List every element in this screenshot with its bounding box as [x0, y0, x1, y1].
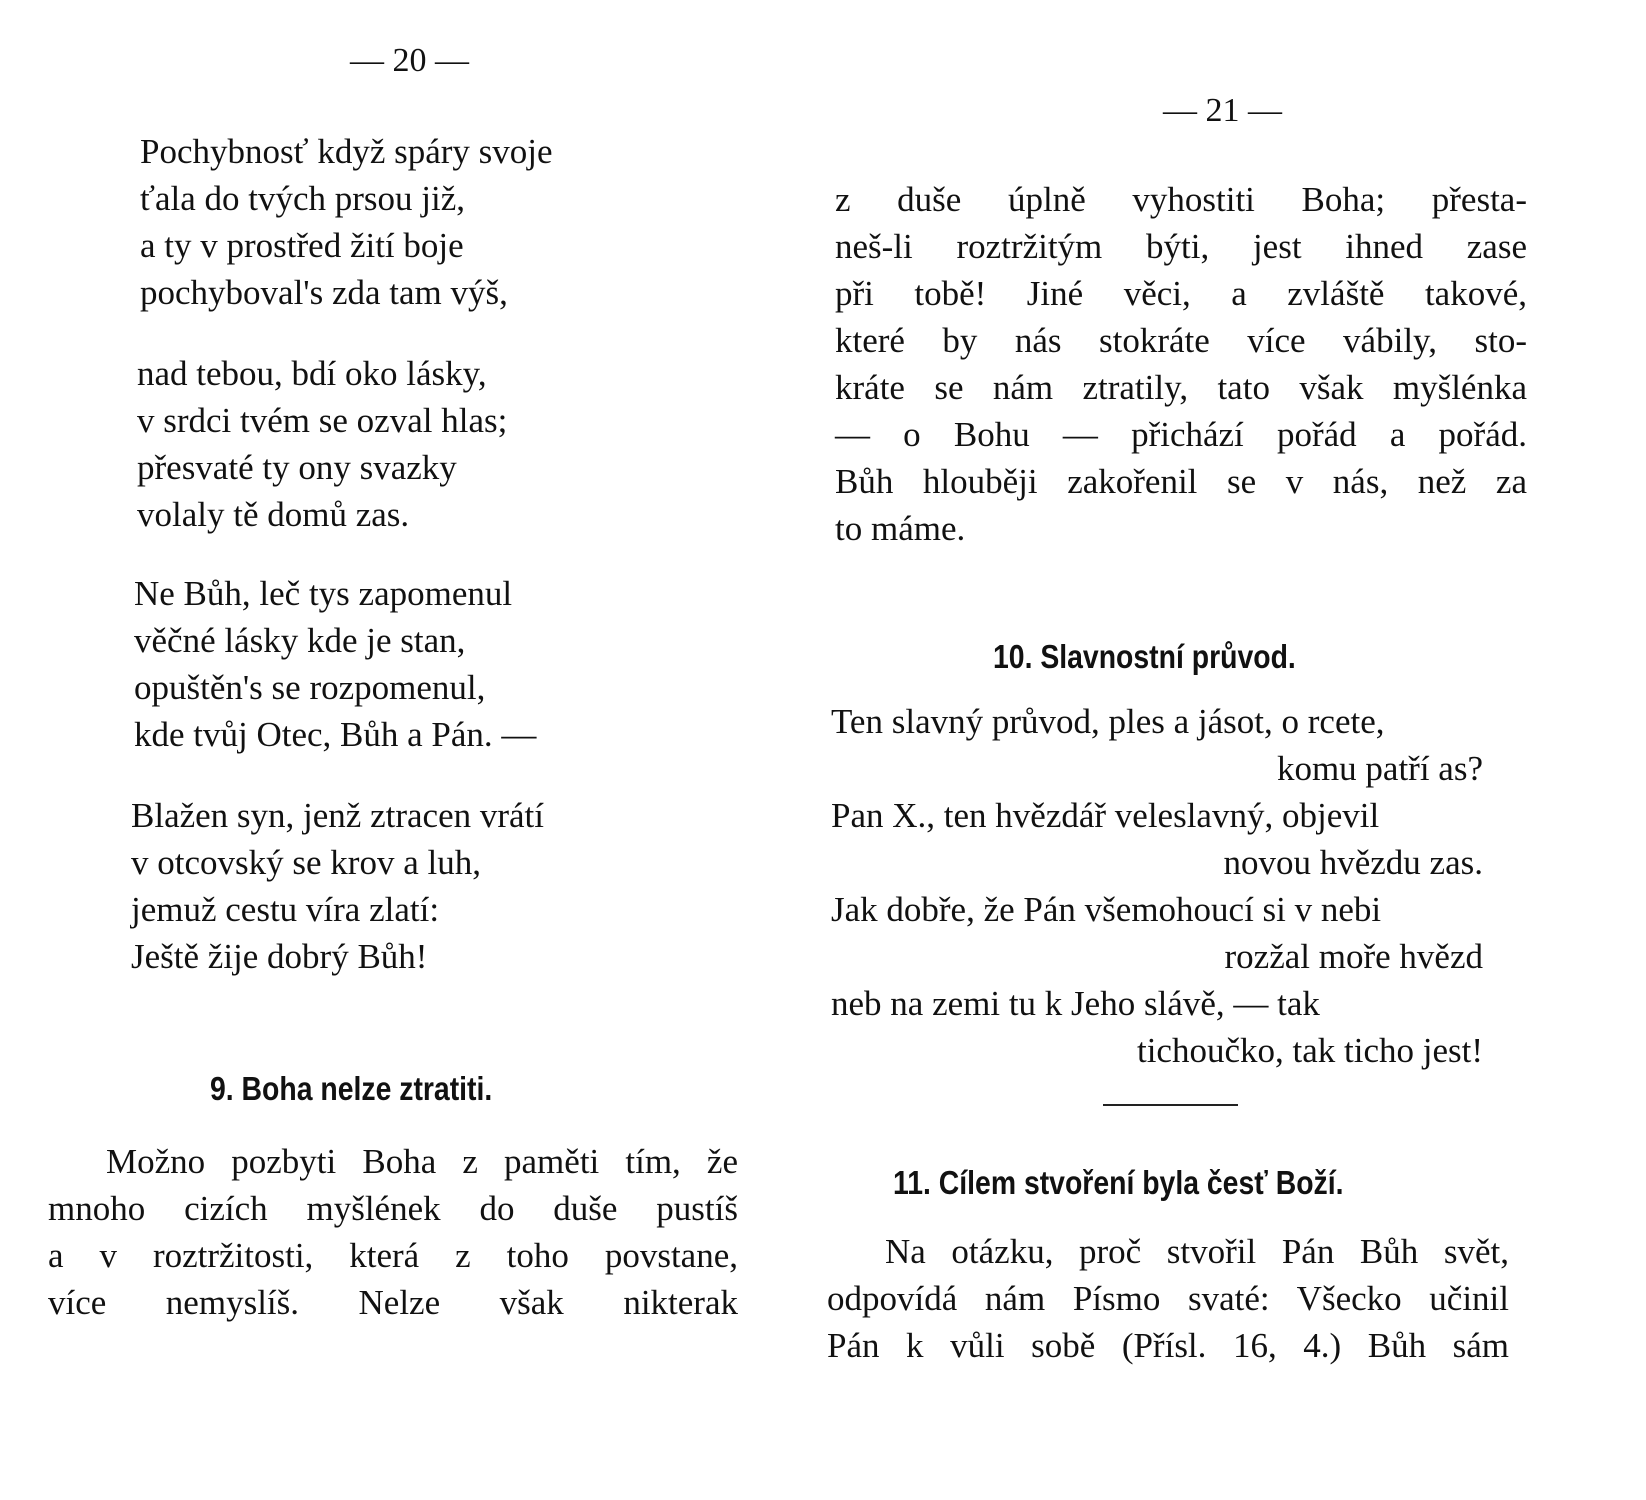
poem-stanza-4 — [131, 792, 544, 980]
prose-line: při tobě! Jiné věci, a zvláště takové, — [835, 274, 1527, 313]
continuation-paragraph — [835, 176, 1527, 552]
prose-line: Na otázku, proč stvořil Pán Bůh svět, — [885, 1232, 1509, 1271]
poem-line: Pan X., ten hvězdář veleslavný, objevil — [831, 796, 1380, 835]
poem-stanza-2 — [137, 350, 507, 538]
prose-line: to máme. — [835, 509, 966, 548]
page-number: — 21 — — [1163, 92, 1282, 129]
poem-line: v srdci tvém se ozval hlas; — [137, 401, 508, 440]
poem-line: Blažen syn, jenž ztracen vrátí — [131, 796, 544, 835]
page-number: — 20 — — [350, 42, 469, 79]
prose-line: — o Bohu — přichází pořád a pořád. — [835, 415, 1527, 454]
poem-line: kde tvůj Otec, Bůh a Pán. — — [134, 715, 537, 754]
poem-line: volaly tě domů zas. — [137, 495, 410, 534]
prose-line: odpovídá nám Písmo svaté: Všecko učinil — [827, 1279, 1509, 1318]
poem-line: Jak dobře, že Pán všemohoucí si v nebi — [831, 890, 1382, 929]
section-11-paragraph — [827, 1228, 1509, 1369]
poem-line: a ty v prostřed žití boje — [140, 226, 464, 265]
poem-line: Pochybnosť když spáry svoje — [140, 132, 553, 171]
poem-line: ťala do tvých prsou již, — [140, 179, 466, 218]
section-10-poem — [831, 698, 1523, 1074]
poem-line: v otcovský se krov a luh, — [131, 843, 481, 882]
poem-line: jemuž cestu víra zlatí: — [131, 890, 440, 929]
poem-line: Ten slavný průvod, ples a jásot, o rcete, — [831, 702, 1385, 741]
section-heading-10: 10. Slavnostní průvod. — [993, 638, 1296, 675]
section-9-paragraph — [48, 1138, 738, 1326]
poem-stanza-3 — [134, 570, 536, 758]
prose-line: Bůh hlouběji zakořenil se v nás, než za — [835, 462, 1527, 501]
prose-line: neš-li roztržitým býti, jest ihned zase — [835, 227, 1527, 266]
prose-line: z duše úplně vyhostiti Boha; přesta- — [835, 180, 1527, 219]
section-heading-11: 11. Cílem stvoření byla česť Boží. — [893, 1164, 1344, 1201]
poem-line: přesvaté ty ony svazky — [137, 448, 457, 487]
prose-line: které by nás stokráte více vábily, sto- — [835, 321, 1527, 360]
right-page — [823, 0, 1646, 1500]
section-heading-9: 9. Boha nelze ztratiti. — [210, 1070, 493, 1107]
poem-line: nad tebou, bdí oko lásky, — [137, 354, 487, 393]
prose-line: více nemyslíš. Nelze však nikterak — [48, 1283, 738, 1322]
poem-line: tichoučko, tak ticho jest! — [1136, 1031, 1483, 1070]
section-divider — [1103, 1104, 1238, 1106]
poem-line: opuštěn's se rozpomenul, — [134, 668, 486, 707]
poem-line: novou hvězdu zas. — [1223, 843, 1483, 882]
poem-line: Ne Bůh, leč tys zapomenul — [134, 574, 513, 613]
prose-line: Pán k vůli sobě (Přísl. 16, 4.) Bůh sám — [827, 1326, 1509, 1365]
poem-line: rozžal moře hvězd — [1224, 937, 1483, 976]
poem-line: Ještě žije dobrý Bůh! — [131, 937, 428, 976]
prose-line: a v roztržitosti, která z toho povstane, — [48, 1236, 738, 1275]
poem-line: věčné lásky kde je stan, — [134, 621, 466, 660]
prose-line: kráte se nám ztratily, tato však myšlénka — [835, 368, 1527, 407]
poem-line: komu patří as? — [1276, 749, 1483, 788]
prose-line: mnoho cizích myšlének do duše pustíš — [48, 1189, 738, 1228]
poem-line: pochyboval's zda tam výš, — [140, 273, 508, 312]
poem-line: neb na zemi tu k Jeho slávě, — tak — [831, 984, 1320, 1023]
poem-stanza-1 — [140, 128, 553, 316]
prose-line: Možno pozbyti Boha z paměti tím, že — [106, 1142, 738, 1181]
